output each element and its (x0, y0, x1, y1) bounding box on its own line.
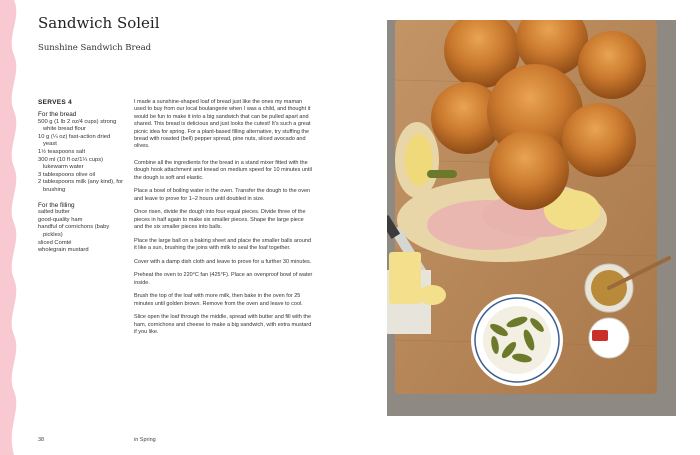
method-step: Cover with a damp dish cloth and leave to prove for a further 30 minutes. (134, 258, 312, 265)
method-step: Place the large ball on a baking sheet and place the smaller balls around it like a sun, brushing the joins with milk to seal the loaf together. (134, 237, 312, 252)
method-text (134, 99, 314, 343)
ingredient-item: 1½ teaspoons salt (38, 148, 86, 155)
cornichon-bowl (471, 294, 563, 386)
ingredient-item: wholegrain mustard (38, 247, 89, 254)
pink-wavy-border (0, 0, 24, 455)
serves-label: SERVES 4 (38, 99, 73, 106)
ingredient-item: 2 tablespoons milk (any kind), for brushing (38, 179, 124, 193)
ingredients-list (38, 111, 124, 255)
method-step: Combine all the ingredients for the bread in a stand mixer fitted with the dough hook attachment and knead on medium speed for 10 minutes until the dough is soft and elastic. (134, 159, 312, 181)
filling-heading: For the filling (38, 201, 75, 209)
filling-ingredients (38, 202, 124, 255)
ingredient-item: sliced Comté (38, 239, 72, 246)
section-name: in Spring (134, 437, 156, 443)
small-dish (589, 318, 629, 358)
ingredient-item: good-quality ham (38, 216, 83, 223)
recipe-subtitle: Sunshine Sandwich Bread (38, 43, 152, 53)
method-step: Slice open the loaf through the middle, spread with butter and fill with the ham, cornichons and cheese to make a big sandwich, with extra mustard if you like. (134, 314, 312, 336)
ingredient-item: 10 g (¼ oz) fast-action dried yeast (38, 133, 111, 148)
ingredient-item: 500 g (1 lb 2 oz/4 cups) strong white bread flour (38, 118, 117, 133)
recipe-title: Sandwich Soleil (38, 14, 160, 32)
ingredient-item: salted butter (38, 209, 70, 216)
bread-ingredients (38, 111, 124, 195)
recipe-intro: I made a sunshine-shaped loaf of bread just like the ones my maman used to buy from our local boulangerie when I was a child, and thought it would be fun to make it into a big sandwich that can be pulled apart and shared. This bread is delicious and just looks the cutest! It's such a great picnic idea for spring. For a plant-based filling alternative, try stuffing the bread with roasted (bell) pepper spread, pine nuts, sliced avocado and olives. (134, 99, 311, 150)
method-step: Brush the top of the loaf with more milk, then bake in the oven for 25 minutes until golden brown. Remove from the oven and leave to cool. (134, 293, 303, 307)
bread-heading: For the bread (38, 111, 77, 118)
ingredient-item: handful of cornichons (baby pickles) (38, 224, 110, 238)
sandwich-photo (387, 20, 676, 416)
method-step: Once risen, divide the dough into four equal pieces. Divide three of the pieces in half again to make six smaller pieces. Shape the large piece and the six smaller pieces into balls. (134, 209, 306, 231)
ingredient-item: 3 tablespoons olive oil (38, 171, 96, 178)
ingredient-item: 300 ml (10 fl oz/1¼ cups) lukewarm water (38, 156, 104, 171)
method-step: Place a bowl of boiling water in the oven. Transfer the dough to the oven and leave to prove for 1–2 hours until doubled in size. (134, 188, 311, 202)
page-number: 38 (38, 437, 45, 443)
method-step: Preheat the oven to 220°C fan (425°F). Place an ovenproof bowl of water inside. (134, 272, 313, 286)
